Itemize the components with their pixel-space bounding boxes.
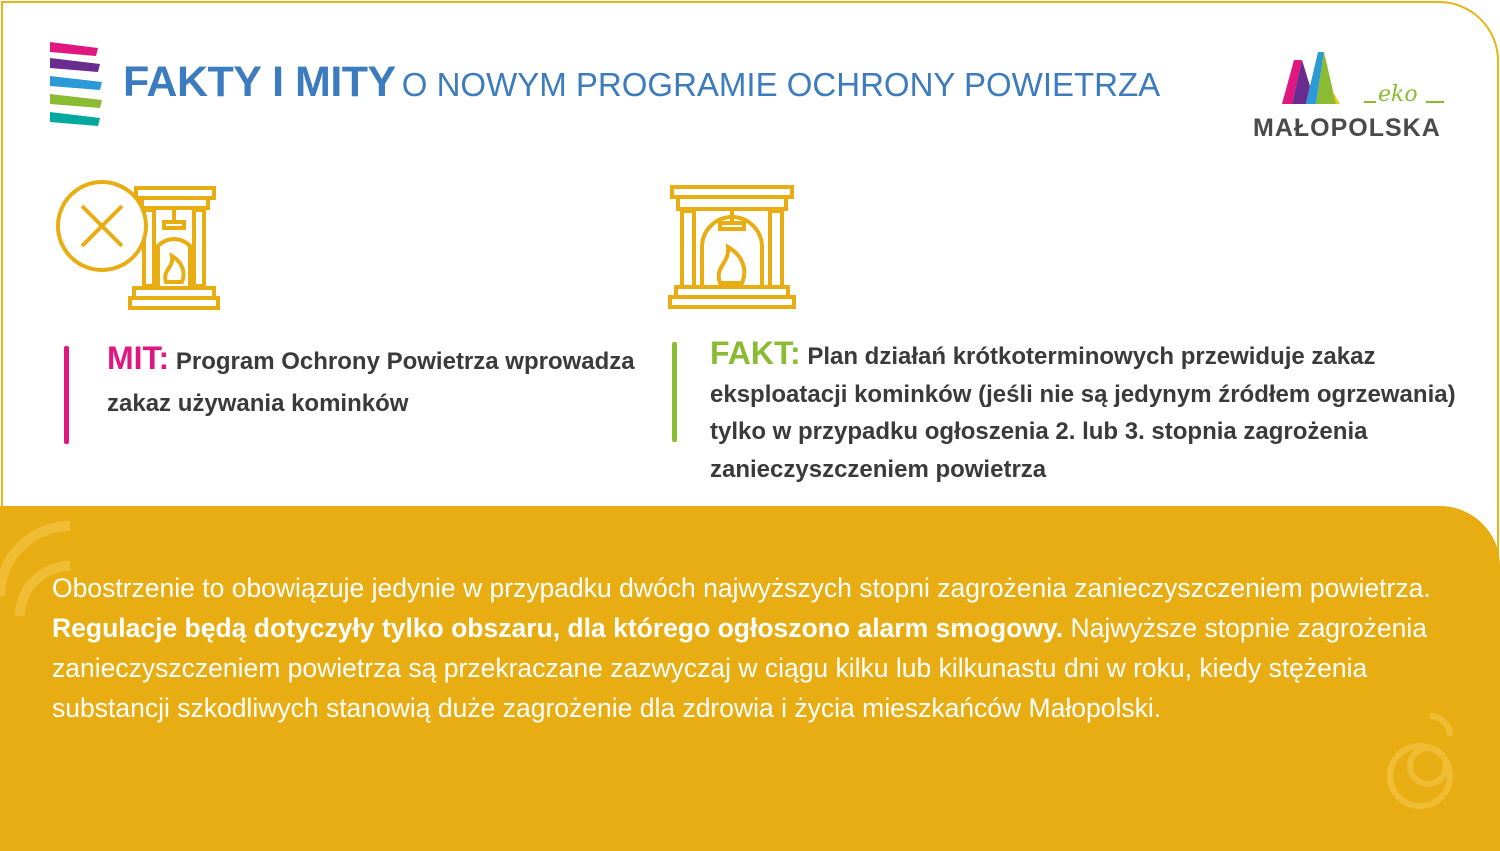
logo-eko: eko bbox=[1378, 82, 1418, 107]
fireplace-icon bbox=[668, 183, 798, 311]
title-bold: FAKTY I MITY bbox=[123, 58, 396, 106]
page-title bbox=[123, 58, 1160, 107]
fact-label: FAKT: bbox=[710, 335, 801, 371]
logo-text: MAŁOPOLSKA bbox=[1253, 114, 1441, 142]
fact-accent-bar bbox=[672, 342, 677, 442]
fact-statement bbox=[710, 335, 1470, 488]
brand-stripes-icon bbox=[48, 40, 108, 132]
title-rest: O NOWYM PROGRAMIE OCHRONY POWIETRZA bbox=[401, 66, 1161, 103]
crossed-fireplace-icon bbox=[52, 176, 222, 314]
myth-statement bbox=[107, 337, 647, 425]
info-part2: Najwyższe stopnie zagrożenia zanieczyszczeniem powietrza są przekraczane zazwyczaj w ciągu kilku lub kilkunastu dni w roku, kiedy stężenia substancji szkodliwych stanowią duże zagrożenie dla zdrowia i życia mieszkańców Małopolski. bbox=[52, 613, 1427, 723]
myth-accent-bar bbox=[64, 346, 69, 444]
myth-text: Program Ochrony Powietrza wprowadza zakaz używania kominków bbox=[107, 348, 635, 417]
info-bold: Regulacje będą dotyczyły tylko obszaru, dla którego ogłoszono alarm smogowy. bbox=[52, 613, 1064, 643]
myth-label: MIT: bbox=[107, 340, 170, 376]
info-part1: Obostrzenie to obowiązuje jedynie w przypadku dwóch najwyższych stopni zagrożenia zanieczyszczeniem powietrza. bbox=[52, 573, 1431, 603]
fact-text: Plan działań krótkoterminowych przewiduje zakaz eksploatacji kominków (jeśli nie są jedynym źródłem ogrzewania) tylko w przypadku ogłoszenia 2. lub 3. stopnia zagrożenia zanieczyszczeniem powietrza bbox=[710, 343, 1456, 483]
info-paragraph bbox=[52, 568, 1457, 728]
